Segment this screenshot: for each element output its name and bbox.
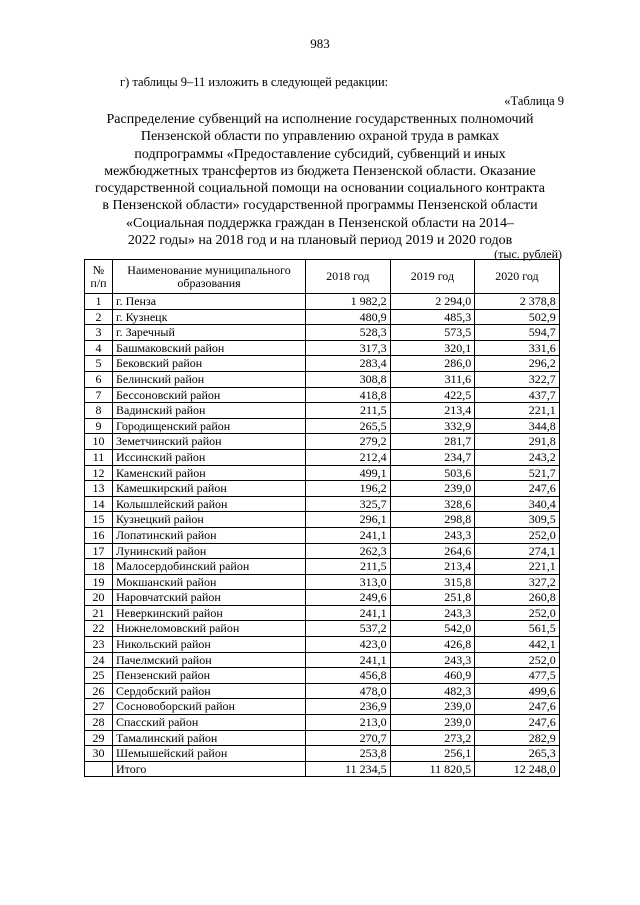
table-row — [85, 715, 560, 731]
row-number: 4 — [85, 340, 113, 356]
table-row — [85, 294, 560, 310]
municipality-name: г. Пенза — [113, 294, 306, 310]
value-2019: 273,2 — [390, 730, 475, 746]
municipality-name: Бековский район — [113, 356, 306, 372]
table-row — [85, 668, 560, 684]
value-2018: 478,0 — [306, 683, 391, 699]
value-2020: 247,6 — [475, 481, 560, 497]
table-row — [85, 481, 560, 497]
value-2020: 521,7 — [475, 465, 560, 481]
value-2019: 264,6 — [390, 543, 475, 559]
municipality-name: Лопатинский район — [113, 527, 306, 543]
value-2019: 286,0 — [390, 356, 475, 372]
table-row — [85, 543, 560, 559]
value-2019: 243,3 — [390, 652, 475, 668]
table-row — [85, 683, 560, 699]
value-2018: 196,2 — [306, 481, 391, 497]
value-2020: 247,6 — [475, 699, 560, 715]
table-row — [85, 371, 560, 387]
municipality-name: Малосердобинский район — [113, 559, 306, 575]
municipality-name: г. Кузнецк — [113, 309, 306, 325]
title-line: 2022 годы» на 2018 год и на плановый период 2019 и 2020 годов — [127, 233, 513, 249]
row-number: 18 — [85, 559, 113, 575]
value-2018: 423,0 — [306, 637, 391, 653]
header-2020: 2020 год — [475, 260, 560, 294]
value-2018: 270,7 — [306, 730, 391, 746]
row-number: 25 — [85, 668, 113, 684]
row-number: 14 — [85, 496, 113, 512]
value-2018: 211,5 — [306, 559, 391, 575]
total-row — [85, 761, 560, 777]
row-number: 6 — [85, 371, 113, 387]
municipality-name: Сердобский район — [113, 683, 306, 699]
value-2018: 241,1 — [306, 527, 391, 543]
value-2018: 283,4 — [306, 356, 391, 372]
table-row — [85, 387, 560, 403]
value-2020: 252,0 — [475, 605, 560, 621]
table-row — [85, 652, 560, 668]
value-2019: 256,1 — [390, 746, 475, 762]
value-2018: 308,8 — [306, 371, 391, 387]
table-row — [85, 403, 560, 419]
value-2019: 542,0 — [390, 621, 475, 637]
title-line: Пензенской области по управлению охраной труда в рамках — [140, 129, 500, 145]
document-title — [70, 111, 570, 249]
value-2020: 502,9 — [475, 309, 560, 325]
value-2019: 239,0 — [390, 481, 475, 497]
value-2019: 460,9 — [390, 668, 475, 684]
row-number: 17 — [85, 543, 113, 559]
subventions-table — [84, 259, 560, 777]
value-2019: 332,9 — [390, 418, 475, 434]
value-2018: 253,8 — [306, 746, 391, 762]
row-number: 12 — [85, 465, 113, 481]
value-2018: 249,6 — [306, 590, 391, 606]
value-2018: 317,3 — [306, 340, 391, 356]
table-row — [85, 746, 560, 762]
value-2019: 573,5 — [390, 325, 475, 341]
municipality-name: Мокшанский район — [113, 574, 306, 590]
row-number: 15 — [85, 512, 113, 528]
municipality-name: Никольский район — [113, 637, 306, 653]
value-2019: 213,4 — [390, 403, 475, 419]
value-2019: 243,3 — [390, 527, 475, 543]
municipality-name: Городищенский район — [113, 418, 306, 434]
header-2019: 2019 год — [390, 260, 475, 294]
row-number: 13 — [85, 481, 113, 497]
value-2019: 239,0 — [390, 699, 475, 715]
value-2018: 236,9 — [306, 699, 391, 715]
row-number — [85, 761, 113, 777]
value-2020: 282,9 — [475, 730, 560, 746]
value-2019: 485,3 — [390, 309, 475, 325]
header-number: № п/п — [85, 260, 113, 294]
table-row — [85, 325, 560, 341]
row-number: 21 — [85, 605, 113, 621]
table-label: «Таблица 9 — [504, 94, 564, 108]
value-2018: 241,1 — [306, 605, 391, 621]
value-2020: 499,6 — [475, 683, 560, 699]
value-2020: 340,4 — [475, 496, 560, 512]
table-row — [85, 356, 560, 372]
table-row — [85, 512, 560, 528]
municipality-name: Земетчинский район — [113, 434, 306, 450]
table-row — [85, 496, 560, 512]
value-2018: 241,1 — [306, 652, 391, 668]
value-2019: 11 820,5 — [390, 761, 475, 777]
municipality-name: Итого — [113, 761, 306, 777]
value-2020: 252,0 — [475, 652, 560, 668]
table-row — [85, 418, 560, 434]
municipality-name: Каменский район — [113, 465, 306, 481]
row-number: 28 — [85, 715, 113, 731]
title-line: государственной социальной помощи на основании социального контракта — [95, 181, 545, 197]
municipality-name: Вадинский район — [113, 403, 306, 419]
table-row — [85, 449, 560, 465]
municipality-name: Иссинский район — [113, 449, 306, 465]
row-number: 26 — [85, 683, 113, 699]
table-row — [85, 465, 560, 481]
value-2020: 291,8 — [475, 434, 560, 450]
value-2020: 12 248,0 — [475, 761, 560, 777]
header-municipality: Наименование муниципального образования — [113, 260, 306, 294]
municipality-name: Пензенский район — [113, 668, 306, 684]
value-2018: 1 982,2 — [306, 294, 391, 310]
unit-note: (тыс. рублей) — [494, 247, 562, 261]
value-2020: 344,8 — [475, 418, 560, 434]
table-row — [85, 730, 560, 746]
municipality-name: Башмаковский район — [113, 340, 306, 356]
value-2020: 252,0 — [475, 527, 560, 543]
value-2018: 528,3 — [306, 325, 391, 341]
municipality-name: Белинский район — [113, 371, 306, 387]
row-number: 27 — [85, 699, 113, 715]
title-line: подпрограммы «Предоставление субсидий, субвенций и иных — [134, 146, 506, 162]
table-header-row — [85, 260, 560, 294]
row-number: 1 — [85, 294, 113, 310]
value-2019: 2 294,0 — [390, 294, 475, 310]
row-number: 3 — [85, 325, 113, 341]
value-2018: 456,8 — [306, 668, 391, 684]
table-row — [85, 574, 560, 590]
row-number: 19 — [85, 574, 113, 590]
value-2019: 426,8 — [390, 637, 475, 653]
value-2019: 503,6 — [390, 465, 475, 481]
value-2018: 211,5 — [306, 403, 391, 419]
value-2020: 221,1 — [475, 559, 560, 575]
table-row — [85, 637, 560, 653]
row-number: 29 — [85, 730, 113, 746]
row-number: 5 — [85, 356, 113, 372]
municipality-name: Неверкинский район — [113, 605, 306, 621]
municipality-name: Колышлейский район — [113, 496, 306, 512]
value-2018: 11 234,5 — [306, 761, 391, 777]
value-2019: 239,0 — [390, 715, 475, 731]
value-2018: 325,7 — [306, 496, 391, 512]
title-line: межбюджетных трансфертов из бюджета Пензенской области. Оказание — [104, 163, 536, 179]
value-2018: 279,2 — [306, 434, 391, 450]
municipality-name: Пачелмский район — [113, 652, 306, 668]
value-2020: 477,5 — [475, 668, 560, 684]
row-number: 2 — [85, 309, 113, 325]
row-number: 30 — [85, 746, 113, 762]
table-row — [85, 340, 560, 356]
row-number: 22 — [85, 621, 113, 637]
value-2020: 437,7 — [475, 387, 560, 403]
table-row — [85, 434, 560, 450]
row-number: 8 — [85, 403, 113, 419]
row-number: 20 — [85, 590, 113, 606]
value-2018: 265,5 — [306, 418, 391, 434]
value-2019: 234,7 — [390, 449, 475, 465]
intro-line: г) таблицы 9–11 изложить в следующей редакции: — [120, 75, 389, 89]
value-2020: 327,2 — [475, 574, 560, 590]
value-2019: 482,3 — [390, 683, 475, 699]
title-line: Распределение субвенций на исполнение государственных полномочий — [106, 112, 534, 127]
value-2019: 320,1 — [390, 340, 475, 356]
title-line: в Пензенской области» государственной программы Пензенской области — [102, 198, 538, 214]
value-2019: 298,8 — [390, 512, 475, 528]
value-2020: 243,2 — [475, 449, 560, 465]
municipality-name: Камешкирский район — [113, 481, 306, 497]
header-2018: 2018 год — [306, 260, 391, 294]
value-2019: 251,8 — [390, 590, 475, 606]
municipality-name: Тамалинский район — [113, 730, 306, 746]
municipality-name: Сосновоборский район — [113, 699, 306, 715]
value-2019: 422,5 — [390, 387, 475, 403]
value-2020: 594,7 — [475, 325, 560, 341]
value-2019: 281,7 — [390, 434, 475, 450]
row-number: 9 — [85, 418, 113, 434]
value-2018: 480,9 — [306, 309, 391, 325]
row-number: 10 — [85, 434, 113, 450]
value-2018: 212,4 — [306, 449, 391, 465]
row-number: 24 — [85, 652, 113, 668]
value-2018: 418,8 — [306, 387, 391, 403]
value-2020: 260,8 — [475, 590, 560, 606]
value-2019: 315,8 — [390, 574, 475, 590]
table-row — [85, 605, 560, 621]
value-2020: 265,3 — [475, 746, 560, 762]
value-2019: 311,6 — [390, 371, 475, 387]
value-2020: 274,1 — [475, 543, 560, 559]
municipality-name: Нижнеломовский район — [113, 621, 306, 637]
table-row — [85, 309, 560, 325]
municipality-name: Спасский район — [113, 715, 306, 731]
value-2018: 537,2 — [306, 621, 391, 637]
table-row — [85, 590, 560, 606]
row-number: 11 — [85, 449, 113, 465]
municipality-name: Кузнецкий район — [113, 512, 306, 528]
value-2020: 309,5 — [475, 512, 560, 528]
value-2020: 331,6 — [475, 340, 560, 356]
municipality-name: Наровчатский район — [113, 590, 306, 606]
value-2020: 296,2 — [475, 356, 560, 372]
value-2018: 213,0 — [306, 715, 391, 731]
row-number: 16 — [85, 527, 113, 543]
value-2018: 262,3 — [306, 543, 391, 559]
value-2020: 247,6 — [475, 715, 560, 731]
table-row — [85, 527, 560, 543]
title-line: «Социальная поддержка граждан в Пензенской области на 2014– — [125, 215, 515, 231]
municipality-name: Бессоновский район — [113, 387, 306, 403]
municipality-name: г. Заречный — [113, 325, 306, 341]
value-2019: 328,6 — [390, 496, 475, 512]
value-2020: 221,1 — [475, 403, 560, 419]
table-row — [85, 559, 560, 575]
value-2018: 499,1 — [306, 465, 391, 481]
value-2018: 296,1 — [306, 512, 391, 528]
value-2020: 2 378,8 — [475, 294, 560, 310]
value-2019: 213,4 — [390, 559, 475, 575]
table-row — [85, 699, 560, 715]
value-2020: 322,7 — [475, 371, 560, 387]
value-2020: 561,5 — [475, 621, 560, 637]
municipality-name: Шемышейский район — [113, 746, 306, 762]
page-number: 983 — [310, 36, 330, 51]
value-2020: 442,1 — [475, 637, 560, 653]
row-number: 23 — [85, 637, 113, 653]
table-row — [85, 621, 560, 637]
value-2018: 313,0 — [306, 574, 391, 590]
value-2019: 243,3 — [390, 605, 475, 621]
row-number: 7 — [85, 387, 113, 403]
table-body — [85, 294, 560, 777]
municipality-name: Лунинский район — [113, 543, 306, 559]
